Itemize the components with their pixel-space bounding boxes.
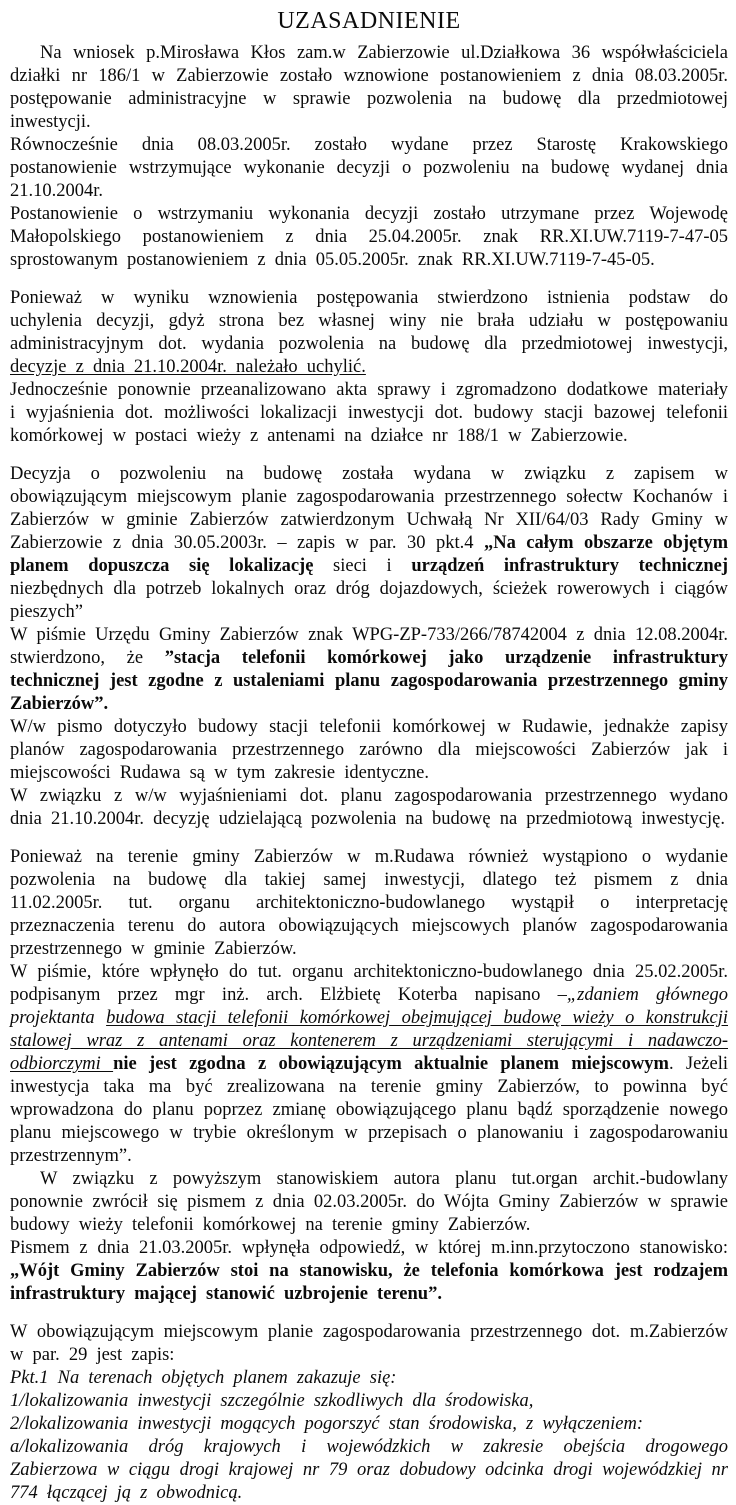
text-run: sieci i — [313, 556, 412, 576]
text-run: „Wójt Gminy Zabierzów stoi na stanowisku, że telefonia komórkowa jest rodzajem infrastruktury mającej stanowić uzbrojenie terenu”. — [10, 1261, 728, 1304]
paragraph — [10, 134, 728, 203]
text-run: . Jeżeli inwestycja taka ma być zrealizowana na terenie gminy Zabierzów, to powinna być wprowadzona do planu poprzez zmianę obowiązującego planu bądź sporządzenie nowego planu miejscowego w trybie określonym w przepisach o planowaniu i zagospodarowaniu przestrzennym”. — [10, 1054, 728, 1166]
text-run: Jednocześnie ponownie przeanalizowano akta sprawy i zgromadzono dodatkowe materiały i wyjaśnienia dot. możliwości lokalizacji inwestycji dot. budowy stacji bazowej telefonii komórkowej w postaci wieży z antenami na działce nr 188/1 w Zabierzowie. — [10, 380, 728, 446]
text-run: Równocześnie dnia 08.03.2005r. zostało wydane przez Starostę Krakowskiego postanowienie wstrzymujące wykonanie decyzji o pozwoleniu na budowę wydanej dnia 21.10.2004r. — [10, 135, 728, 201]
text-run: W obowiązującym miejscowym planie zagospodarowania przestrzennego dot. m.Zabierzów w par. 29 jest zapis: — [10, 1322, 728, 1365]
text-run: Decyzja o pozwoleniu na budowę została wydana w związku z zapisem w obowiązującym miejscowym planie zagospodarowania przestrzennego sołectw Kochanów i Zabierzów w gminie Zabierzów zatwierdzonym Uchwałą Nr XII/64/03 Rady Gminy w Zabierzowie z dnia 30.05.2003r. – zapis w par. 30 pkt.4 — [10, 464, 728, 553]
document-title: UZASADNIENIE — [277, 8, 461, 34]
text-run: ”stacja telefonii komórkowej jako urządzenie infrastruktury technicznej jest zgodne z ustaleniami planu zagospodarowania przestrzennego gminy Zabierzów”. — [10, 648, 728, 714]
text-run: Ponieważ w wyniku wznowienia postępowania stwierdzono istnienia podstaw do uchylenia decyzji, gdyż strona bez własnej winy nie brała udziału w postępowaniu administracyjnym dot. wydania pozwolenia na budowę dla przedmiotowej inwestycji, — [10, 288, 728, 354]
text-run: decyzje z dnia 21.10.2004r. należało uchylić. — [10, 357, 366, 377]
paragraph — [10, 716, 728, 785]
text-run: „Na całym obszarze objętym planem dopuszcza się lokalizację — [10, 533, 729, 576]
paragraph — [10, 1237, 728, 1306]
text-run: 2/lokalizowania inwestycji mogących pogorszyć stan środowiska, z wyłączeniem: — [10, 1414, 644, 1434]
paragraph — [10, 42, 728, 134]
paragraph — [10, 1436, 728, 1505]
paragraph — [10, 287, 728, 379]
text-run: W/w pismo dotyczyło budowy stacji telefonii komórkowej w Rudawie, jednakże zapisy planów zagospodarowania przestrzennego zarówno dla miejscowości Zabierzów jak i miejscowości Rudawa są w tym zakresie identyczne. — [10, 717, 728, 783]
text-run: a/lokalizowania dróg krajowych i wojewódzkich w zakresie obejścia drogowego Zabierzowa w ciągu drogi krajowej nr 79 oraz dobudowy odcinka drogi wojewódzkiej nr 774 łączącej ją z obwodnicą. — [10, 1437, 728, 1503]
text-run: Na wniosek p.Mirosława Kłos zam.w Zabierzowie ul.Działkowa 36 współwłaściciela działki nr 186/1 w Zabierzowie zostało wznowione postanowieniem z dnia 08.03.2005r. postępowanie administracyjne w sprawie pozwolenia na budowę dla przedmiotowej inwestycji. — [10, 43, 728, 132]
text-run: Postanowienie o wstrzymaniu wykonania decyzji zostało utrzymane przez Wojewodę Małopolskiego postanowieniem z dnia 25.04.2005r. znak RR.XI.UW.7119-7-47-05 sprostowanym postanowieniem z dnia 05.05.2005r. znak RR.XI.UW.7119-7-45-05. — [10, 204, 728, 270]
text-run: W związku z w/w wyjaśnieniami dot. planu zagospodarowania przestrzennego wydano dnia 21.10.2004r. decyzję udzielającą pozwolenia na budowę na przedmiotową inwestycję. — [10, 786, 728, 829]
paragraph — [10, 203, 728, 272]
paragraph — [10, 1390, 728, 1413]
paragraph — [10, 961, 728, 1168]
paragraph — [10, 846, 728, 961]
text-run: urządzeń infrastruktury technicznej — [411, 556, 729, 576]
text-run: „zdaniem głównego projektanta — [10, 985, 728, 1028]
paragraph — [10, 624, 728, 716]
text-run: W związku z powyższym stanowiskiem autora planu tut.organ archit.-budowlany ponownie zwrócił się pismem z dnia 02.03.2005r. do Wójta Gminy Zabierzów w sprawie budowy wieży telefonii komórkowej na terenie gminy Zabierzów. — [10, 1169, 728, 1235]
text-run: nie jest zgodna z obowiązującym aktualnie planem miejscowym — [113, 1054, 669, 1074]
paragraph — [10, 1321, 728, 1367]
text-run: Pismem z dnia 21.03.2005r. wpłynęła odpowiedź, w której m.inn.przytoczono stanowisko: — [10, 1238, 728, 1258]
paragraph — [10, 1168, 728, 1237]
text-run: 1/lokalizowania inwestycji szczególnie szkodliwych dla środowiska, — [10, 1391, 534, 1411]
text-run: niezbędnych dla potrzeb lokalnych oraz dróg dojazdowych, ścieżek rowerowych i ciągów pieszych” — [10, 579, 728, 622]
paragraph — [10, 1367, 728, 1390]
document-body — [10, 42, 728, 1505]
paragraph — [10, 463, 728, 624]
text-run: Ponieważ na terenie gminy Zabierzów w m.Rudawa również wystąpiono o wydanie pozwolenia na budowę dla takiej samej inwestycji, dlatego też pismem z dnia 11.02.2005r. tut. organu architektoniczno-budowlanego wystąpił o interpretację przeznaczenia terenu do autora obowiązujących miejscowych planów zagospodarowania przestrzennego w gminie Zabierzów. — [10, 847, 728, 959]
text-run: W piśmie, które wpłynęło do tut. organu architektoniczno-budowlanego dnia 25.02.2005r. podpisanym przez mgr inż. arch. Elżbietę Koterba napisano – — [10, 962, 728, 1005]
text-run: Pkt.1 Na terenach objętych planem zakazuje się: — [10, 1368, 397, 1388]
paragraph — [10, 379, 728, 448]
text-run: budowa stacji telefonii komórkowej obejmującej budowę wieży o konstrukcji stalowej wraz z antenami oraz kontenerem z urządzeniami sterującymi i nadawczo-odbiorczymi — [10, 1008, 729, 1074]
paragraph — [10, 1413, 728, 1436]
text-run: W piśmie Urzędu Gminy Zabierzów znak WPG-ZP-733/266/78742004 z dnia 12.08.2004r. stwierdzono, że — [10, 625, 728, 668]
paragraph — [10, 785, 728, 831]
